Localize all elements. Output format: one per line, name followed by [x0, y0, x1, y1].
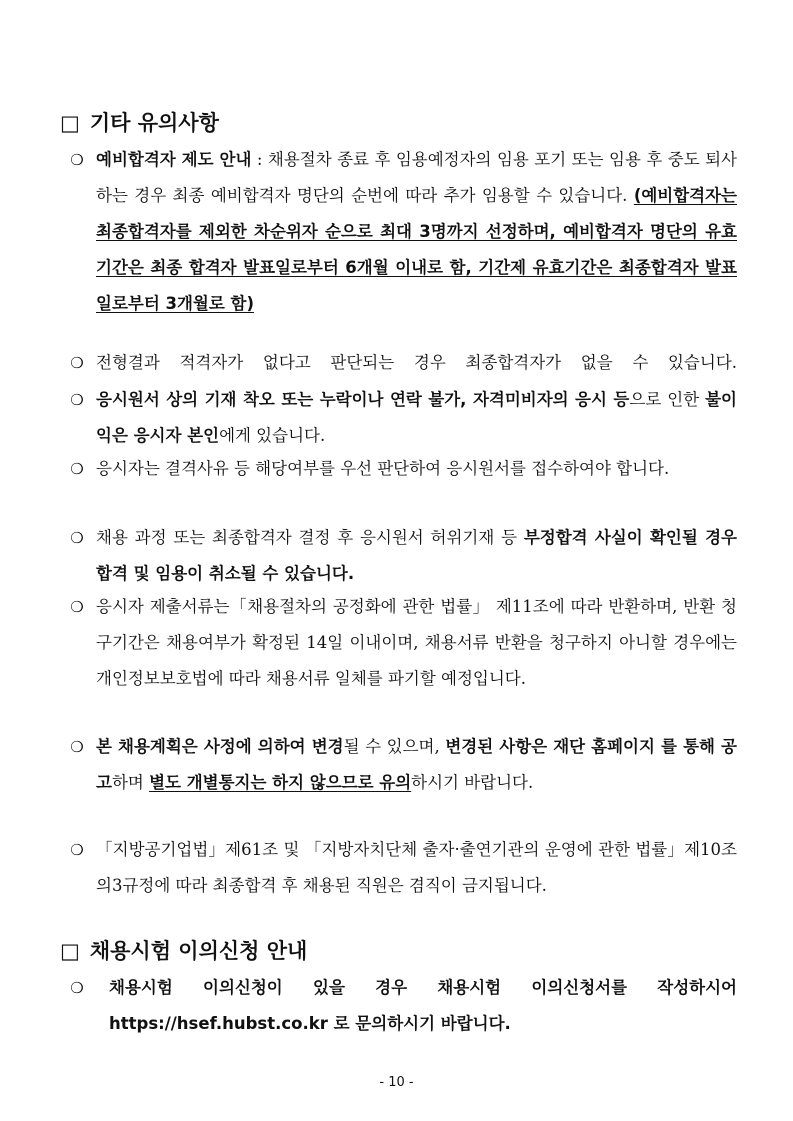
text-run: 응시자 제출서류는「채용절차의 공정화에 관한 법률」 제11조에 따라 반환하며, 반환 청구기간은 채용여부가 확정된 14일 이내이며, 채용서류 반환을 청구하지 아니할 경우에는 개인정보보호법에 따라 채용서류 일체를 파기할 예정입니다.	[96, 597, 737, 688]
list-item	[65, 832, 737, 904]
circle-bullet-icon: ❍	[70, 354, 84, 372]
text-run: 응시원서 상의 기재 착오 또는 누락이나 연락 불가, 자격미비자의 응시 등	[96, 390, 630, 409]
list-item-text	[96, 382, 737, 454]
list-item	[65, 589, 737, 697]
text-run: 하시기 바랍니다.	[411, 773, 534, 792]
text-run: 예비합격자 제도 안내	[96, 150, 252, 169]
circle-bullet-icon: ❍	[70, 529, 84, 547]
text-run: 될 수 있으며,	[343, 737, 446, 756]
list-item	[65, 382, 737, 454]
text-run: (예비합격자는 최종합격자를 제외한 차순위자 순으로 최대 3명까지 선정하며, 예비합격자 명단의 유효기간은 최종 합격자 발표일로부터 6개월 이내로 함, 기간제 유효기간은 최종합격자 발표일로부터 3개월로 함)	[96, 186, 737, 313]
page-number: - 10 -	[379, 1075, 414, 1090]
list-item-text	[96, 589, 737, 697]
list-item	[65, 729, 737, 801]
circle-bullet-icon: ❍	[70, 598, 84, 616]
list-item	[65, 142, 737, 322]
text-run: 에게 있습니다.	[219, 426, 326, 445]
text-run: 응시자는 결격사유 등 해당여부를 우선 판단하여 응시원서를 접수하여야 합니다.	[96, 459, 670, 478]
section-title-text: 기타 유의사항	[89, 111, 219, 135]
checkbox-square-icon: □	[60, 939, 80, 963]
text-run: 변경된 사항은 재단 홈페이지 를 통해 공고	[96, 737, 737, 792]
text-run: 하며	[111, 773, 150, 792]
list-item-text	[96, 451, 737, 487]
list-item-text	[96, 520, 737, 592]
list-item	[65, 345, 737, 381]
list-item-text	[96, 142, 737, 322]
circle-bullet-icon: ❍	[70, 979, 84, 997]
section-title-other-notes	[60, 108, 219, 138]
text-run: : 채용절차 종료 후 임용예정자의 임용 포기 또는 임용 후 중도 퇴사하는 경우 최종 예비합격자 명단의 순번에 따라 추가 임용할 수 있습니다.	[96, 150, 737, 205]
section-title-objection-guide	[60, 936, 307, 966]
circle-bullet-icon: ❍	[70, 841, 84, 859]
list-item-text	[96, 345, 737, 381]
text-run: 채용시험 이의신청이 있을 경우 채용시험 이의신청서를 작성하시어 https://hsef.hubst.co.kr 로 문의하시기 바랍니다.	[109, 978, 737, 1033]
list-item	[65, 520, 737, 592]
text-run: 부정합격 사실이 확인될 경우 합격 및 임용이 취소될 수 있습니다.	[96, 528, 737, 583]
text-run: 「지방공기업법」제61조 및 「지방자치단체 출자·출연기관의 운영에 관한 법률」제10조의3규정에 따라 최종합격 후 채용된 직원은 겸직이 금지됩니다.	[96, 840, 737, 895]
text-run: 채용 과정 또는 최종합격자 결정 후 응시원서 허위기재 등	[96, 528, 524, 547]
text-run: 으로 인한	[629, 390, 706, 409]
section-title-text: 채용시험 이의신청 안내	[89, 939, 308, 963]
list-item-text	[109, 970, 737, 1042]
circle-bullet-icon: ❍	[70, 738, 84, 756]
text-run: 불이익은 응시자 본인	[96, 390, 737, 445]
text-run: 본 채용계획은 사정에 의하여 변경	[96, 737, 344, 756]
circle-bullet-icon: ❍	[70, 151, 84, 169]
circle-bullet-icon: ❍	[70, 460, 84, 478]
list-item-text	[96, 729, 737, 801]
text-run: 별도 개별통지는 하지 않으므로 유의	[149, 773, 412, 792]
list-item-text	[96, 832, 737, 904]
list-item	[65, 970, 737, 1042]
text-run: 전형결과 적격자가 없다고 판단되는 경우 최종합격자가 없을 수 있습니다.	[96, 353, 737, 372]
checkbox-square-icon: □	[60, 111, 80, 135]
circle-bullet-icon: ❍	[70, 391, 84, 409]
list-item	[65, 451, 737, 487]
